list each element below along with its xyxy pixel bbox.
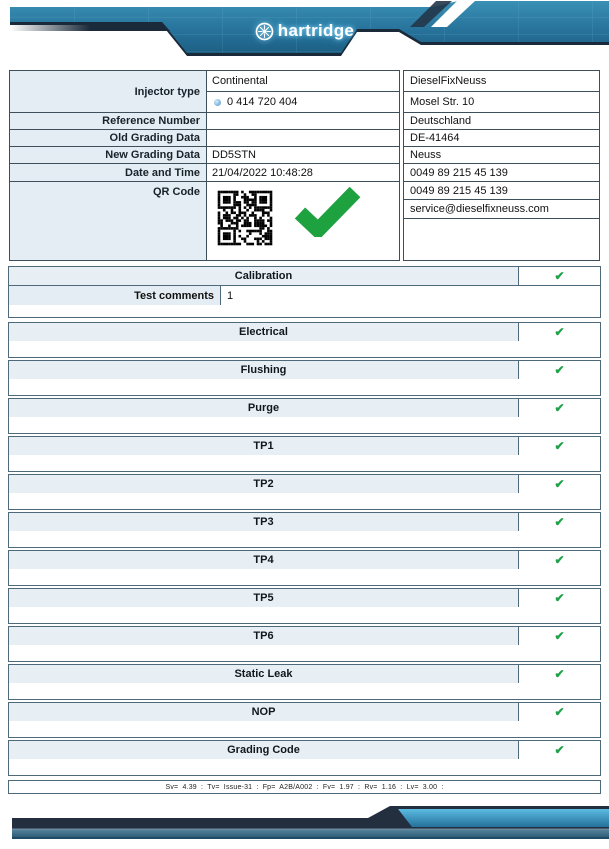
section-name: NOP <box>9 703 518 721</box>
section-pass-cell <box>518 627 600 645</box>
info-row-label: Old Grading Data <box>10 130 207 146</box>
info-row <box>10 147 399 164</box>
info-row <box>10 164 399 182</box>
injector-part-value: 0 414 720 404 <box>227 96 298 108</box>
section-pass-cell <box>518 741 600 759</box>
check-icon: ✔ <box>554 325 565 339</box>
section-name: Flushing <box>9 361 518 379</box>
section-name: Grading Code <box>9 741 518 759</box>
section-pass-cell <box>518 513 600 531</box>
section-pass-cell <box>518 399 600 417</box>
section-block <box>8 398 601 434</box>
section-name: Static Leak <box>9 665 518 683</box>
section-block <box>8 360 601 396</box>
header-banner <box>0 0 609 62</box>
contact-line: 0049 89 215 45 139 <box>404 164 599 182</box>
section-name: TP4 <box>9 551 518 569</box>
test-comments-label: Test comments <box>9 286 221 305</box>
info-area <box>9 70 600 261</box>
section-blank-row <box>9 305 600 317</box>
section-block <box>8 474 601 510</box>
injector-type-label: Injector type <box>10 71 207 112</box>
contact-line: DieselFixNeuss <box>404 71 599 92</box>
qr-code-image <box>215 188 275 248</box>
section-blank-row <box>9 531 600 547</box>
check-icon: ✔ <box>554 477 565 491</box>
check-icon: ✔ <box>554 629 565 643</box>
info-row <box>10 130 399 147</box>
info-row-label: Reference Number <box>10 113 207 129</box>
contact-line: DE-41464 <box>404 130 599 147</box>
info-row-value <box>207 113 399 129</box>
section-blank-row <box>9 417 600 433</box>
section-blank-row <box>9 683 600 699</box>
part-bullet-icon <box>214 99 221 106</box>
version-line: Sv= 4.39 : Tv= Issue-31 : Fp= A2B/A002 : Fv= 1.97 : Rv= 1.16 : Lv= 3.00 : <box>8 780 601 794</box>
contact-filler <box>404 219 599 260</box>
info-row-label: New Grading Data <box>10 147 207 163</box>
calibration-block <box>8 266 601 318</box>
section-pass-cell <box>518 665 600 683</box>
section-block <box>8 550 601 586</box>
contact-line: Deutschland <box>404 113 599 130</box>
section-blank-row <box>9 341 600 357</box>
check-icon: ✔ <box>554 515 565 529</box>
info-row-value <box>207 130 399 146</box>
section-block <box>8 702 601 738</box>
brand-text: hartridge <box>277 21 355 40</box>
section-name: Calibration <box>9 267 518 285</box>
qr-code-label: QR Code <box>10 182 207 260</box>
footer-banner <box>0 800 609 849</box>
section-pass-cell <box>518 437 600 455</box>
check-icon: ✔ <box>554 705 565 719</box>
section-name: TP3 <box>9 513 518 531</box>
results-list <box>8 266 601 778</box>
section-pass-cell <box>518 589 600 607</box>
section-block <box>8 588 601 624</box>
qr-row <box>10 182 399 260</box>
section-block <box>8 740 601 776</box>
section-name: Purge <box>9 399 518 417</box>
section-name: TP1 <box>9 437 518 455</box>
test-comments-row <box>9 285 600 305</box>
section-name: TP5 <box>9 589 518 607</box>
check-icon: ✔ <box>554 363 565 377</box>
check-icon: ✔ <box>554 591 565 605</box>
section-block <box>8 664 601 700</box>
injector-type-group <box>10 71 399 113</box>
check-icon: ✔ <box>554 401 565 415</box>
contact-card <box>403 70 600 261</box>
info-row-label: Date and Time <box>10 164 207 181</box>
section-blank-row <box>9 455 600 471</box>
section-blank-row <box>9 759 600 775</box>
info-row-value: 21/04/2022 10:48:28 <box>207 164 399 181</box>
contact-line: Neuss <box>404 147 599 164</box>
contact-line: Mosel Str. 10 <box>404 92 599 113</box>
section-block <box>8 322 601 358</box>
section-blank-row <box>9 645 600 661</box>
section-block <box>8 436 601 472</box>
check-icon: ✔ <box>554 269 565 283</box>
injector-make-value: Continental <box>207 71 399 92</box>
section-name: Electrical <box>9 323 518 341</box>
check-icon: ✔ <box>554 667 565 681</box>
section-name: TP2 <box>9 475 518 493</box>
contact-line: 0049 89 215 45 139 <box>404 182 599 200</box>
check-icon: ✔ <box>554 439 565 453</box>
section-block <box>8 512 601 548</box>
section-pass-cell <box>518 551 600 569</box>
check-icon: ✔ <box>554 553 565 567</box>
section-blank-row <box>9 379 600 395</box>
section-blank-row <box>9 493 600 509</box>
injector-part-row <box>207 92 399 112</box>
test-comments-value: 1 <box>227 289 234 302</box>
check-icon: ✔ <box>554 743 565 757</box>
section-pass-cell <box>518 703 600 721</box>
qr-pass-check-icon <box>291 185 365 237</box>
section-pass-cell <box>518 475 600 493</box>
section-name: TP6 <box>9 627 518 645</box>
contact-line: service@dieselfixneuss.com <box>404 200 599 219</box>
section-block <box>8 626 601 662</box>
info-table <box>9 70 400 261</box>
info-row-value: DD5STN <box>207 147 399 163</box>
section-blank-row <box>9 721 600 737</box>
section-pass-cell <box>518 323 600 341</box>
section-blank-row <box>9 569 600 585</box>
section-blank-row <box>9 607 600 623</box>
section-pass-cell <box>518 361 600 379</box>
info-row <box>10 113 399 130</box>
section-pass-cell <box>518 267 600 285</box>
